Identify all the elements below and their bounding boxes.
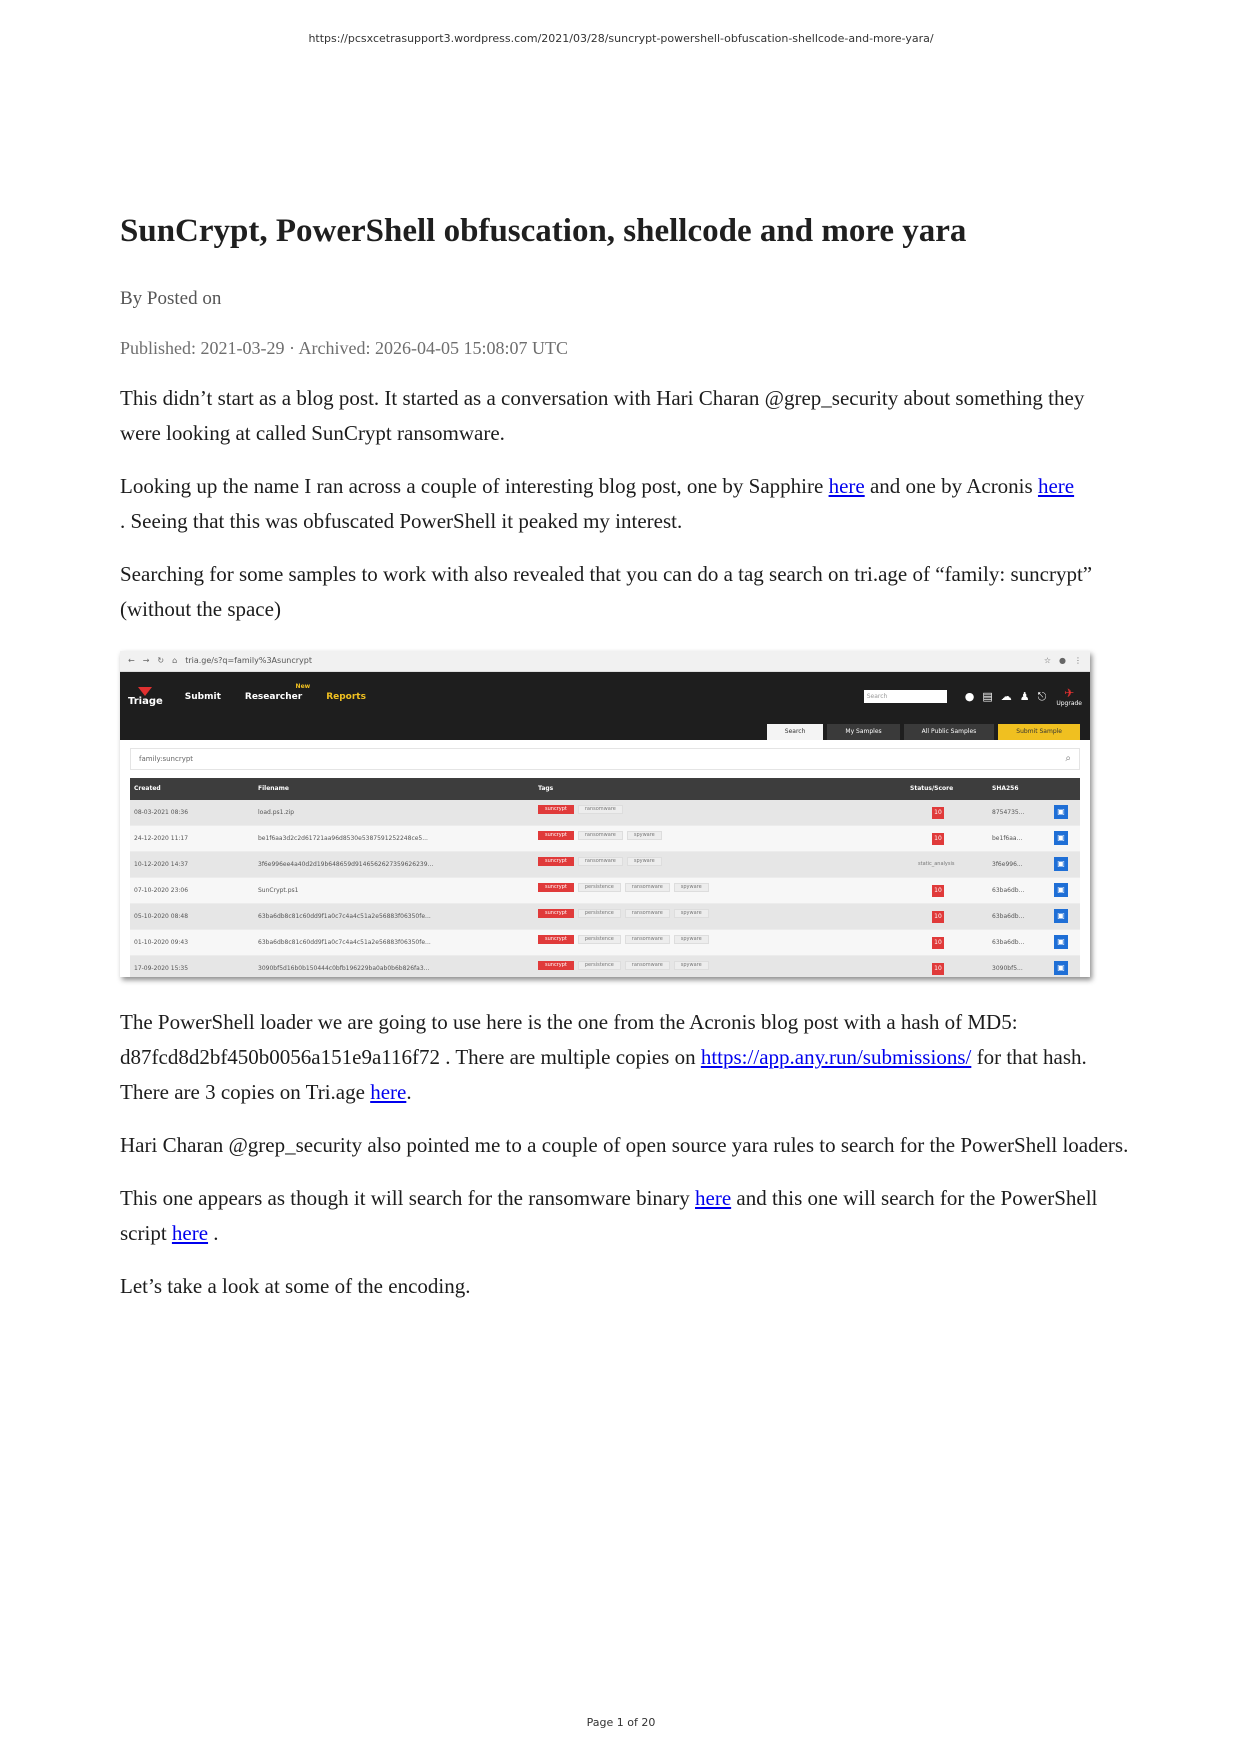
table-row (130, 956, 1080, 977)
tag-badge: ransomware (625, 961, 670, 970)
table-row (130, 800, 1080, 826)
tag-badge: ransomware (578, 831, 623, 840)
cell-sha256: 63ba6db... (992, 938, 1025, 946)
tag-badge: suncrypt (538, 857, 574, 866)
cell-created: 17-09-2020 15:35 (134, 964, 189, 972)
download-icon: ▣ (1054, 831, 1068, 845)
cell-created: 24-12-2020 11:17 (134, 834, 189, 842)
download-icon: ▣ (1054, 883, 1068, 897)
rocket-icon: ✈ (1064, 686, 1075, 701)
tab-all-public-samples: All Public Samples (904, 724, 995, 740)
cell-tags (538, 831, 662, 840)
nav-researcher-label: Researcher (244, 691, 303, 702)
triage-tabs (120, 722, 1090, 740)
user-icon: ♟ (1019, 690, 1030, 704)
search-icon: ⌕ (1065, 752, 1071, 764)
logout-icon: ⎋ (1037, 689, 1047, 703)
download-icon: ▣ (1054, 805, 1068, 819)
document-icon: ▤ (982, 690, 993, 704)
cell-filename: 63ba6db8c81c60dd9f1a0c7c4a4c51a2e56883f06350fe... (258, 912, 431, 920)
triage-logo-icon (138, 687, 152, 696)
col-tags: Tags (538, 784, 554, 792)
p4-text-a: The PowerShell loader we are going to use here is the one from the Acronis blog post with a hash of MD5: d87fcd8d2bf450b0056a151e9a116f72 . There are multiple copies on (120, 1009, 1018, 1069)
triage-query-field (130, 748, 1080, 770)
back-icon: ← (128, 656, 135, 666)
tag-badge: spyware (674, 883, 709, 892)
home-icon: ⌂ (172, 656, 178, 666)
cell-created: 08-03-2021 08:36 (134, 808, 189, 816)
tag-badge: spyware (674, 961, 709, 970)
tag-badge: ransomware (625, 883, 670, 892)
cell-tags (538, 805, 623, 814)
cell-filename: 3f6e996ee4a40d2d19b648659d9146562627359626239... (258, 860, 434, 868)
cell-tags (538, 883, 709, 892)
cell-filename: 3090bf5d16b0b150444c0bfb196229ba0ab0b6b826fa3... (258, 964, 430, 972)
tag-badge: ransomware (625, 909, 670, 918)
star-icon: ☆ (1043, 656, 1052, 666)
tag-badge: spyware (674, 909, 709, 918)
tag-badge: spyware (627, 831, 662, 840)
anyrun-link[interactable]: https://app.any.run/submissions/ (700, 1044, 972, 1069)
score-badge: 10 (932, 885, 944, 897)
download-icon: ▣ (1054, 961, 1068, 975)
tag-badge: persistence (578, 961, 621, 970)
paragraph-5: Hari Charan @grep_security also pointed me to a couple of open source yara rules to search for the PowerShell loaders. (120, 1132, 1129, 1157)
p4-text-c: . (406, 1079, 412, 1104)
upgrade-button (1056, 686, 1082, 707)
sapphire-link[interactable]: here (828, 473, 865, 498)
results-table (130, 778, 1080, 977)
page-url: https://pcsxcetrasupport3.wordpress.com/2021/03/28/suncrypt-powershell-obfuscation-shellcode-and-more-yara/ (308, 32, 934, 45)
acronis-link[interactable]: here (1037, 473, 1075, 498)
byline: By Posted on (120, 287, 222, 309)
p4-text-b: for that hash. There are 3 copies on Tri.age (120, 1044, 1087, 1104)
triage-appbar (120, 672, 1090, 722)
yara-script-link[interactable]: here (171, 1220, 209, 1245)
published-date: Published: 2021-03-29 · Archived: 2026-04-05 15:08:07 UTC (120, 337, 568, 358)
tag-badge: persistence (578, 883, 621, 892)
table-row (130, 904, 1080, 930)
address-bar: tria.ge/s?q=family%3Asuncrypt (185, 656, 312, 666)
cell-filename: 63ba6db8c81c60dd9f1a0c7c4a4c51a2e56883f06350fe... (258, 938, 431, 946)
download-icon: ▣ (1054, 909, 1068, 923)
p6-text-c: . (208, 1220, 219, 1245)
cell-tags (538, 935, 709, 944)
tab-submit-sample: Submit Sample (998, 724, 1080, 740)
tag-badge: suncrypt (538, 961, 574, 970)
tag-badge: suncrypt (538, 883, 574, 892)
paragraph-6 (120, 1181, 1130, 1251)
tag-badge: spyware (627, 857, 662, 866)
triage-link[interactable]: here (370, 1079, 407, 1104)
profile-icon: ● (1059, 656, 1066, 666)
p6-text-b: and this one will search for the PowerShell script (120, 1185, 1098, 1245)
score-badge: 10 (932, 833, 944, 845)
paragraph-2 (120, 469, 1130, 539)
tag-badge: persistence (578, 909, 621, 918)
cell-filename: be1f6aa3d2c2d61721aa96d8530e5387591252248ce5... (258, 834, 428, 842)
table-header (130, 778, 1080, 800)
reload-icon: ↻ (157, 656, 165, 666)
p6-text-a: This one appears as though it will search for the ransomware binary (120, 1185, 695, 1210)
paragraph-1: This didn’t start as a blog post. It started as a conversation with Hari Charan @grep_security about something they were looking at called SunCrypt ransomware. (120, 385, 1085, 445)
cell-filename: load.ps1.zip (258, 808, 295, 816)
cell-sha256: 3090bf5... (992, 964, 1023, 972)
cell-sha256: 8754735... (992, 808, 1025, 816)
score-badge: 10 (932, 911, 944, 923)
cell-created: 07-10-2020 23:06 (134, 886, 189, 894)
tag-badge: suncrypt (538, 831, 574, 840)
forward-icon: → (142, 656, 150, 666)
score-badge: 10 (932, 963, 944, 975)
col-status-score: Status/Score (910, 784, 954, 792)
cell-sha256: be1f6aa... (992, 834, 1023, 842)
page-footer: Page 1 of 20 (586, 1716, 656, 1729)
p2-text-a: Looking up the name I ran across a couple of interesting blog post, one by Sapphire (120, 473, 829, 498)
col-created: Created (134, 784, 161, 792)
cell-sha256: 3f6e996... (992, 860, 1023, 868)
table-row (130, 826, 1080, 852)
score-badge: 10 (932, 807, 944, 819)
cell-created: 01-10-2020 09:43 (134, 938, 189, 946)
tab-my-samples: My Samples (827, 724, 899, 740)
tag-badge: spyware (674, 935, 709, 944)
paragraph-7: Let’s take a look at some of the encoding. (120, 1273, 471, 1298)
table-row (130, 878, 1080, 904)
tag-badge: persistence (578, 935, 621, 944)
tag-badge: suncrypt (538, 805, 574, 814)
cell-tags (538, 961, 709, 970)
cell-sha256: 63ba6db... (992, 886, 1025, 894)
article (120, 212, 1130, 1304)
nav-submit: Submit (184, 691, 221, 702)
paragraph-3: Searching for some samples to work with also revealed that you can do a tag search on tri.age of “family: suncrypt” (without the space) (120, 561, 1093, 621)
table-row (130, 930, 1080, 956)
p2-text-c: . Seeing that this was obfuscated PowerShell it peaked my interest. (120, 508, 683, 533)
chat-icon: ● (964, 690, 975, 704)
page-title: SunCrypt, PowerShell obfuscation, shellcode and more yara (120, 213, 967, 249)
status-text: static_analysis (918, 860, 955, 867)
download-icon: ▣ (1054, 935, 1068, 949)
cloud-icon: ☁ (1000, 690, 1012, 704)
cell-tags (538, 857, 662, 866)
tag-badge: suncrypt (538, 909, 574, 918)
table-body (130, 800, 1080, 977)
triage-screenshot (120, 651, 1090, 977)
tag-badge: ransomware (578, 805, 623, 814)
score-badge: 10 (932, 937, 944, 949)
tag-badge: ransomware (578, 857, 623, 866)
tag-badge: ransomware (625, 935, 670, 944)
table-row (130, 852, 1080, 878)
triage-logo-text: Triage (128, 695, 163, 707)
menu-icon: ⋮ (1074, 656, 1082, 666)
cell-sha256: 63ba6db... (992, 912, 1025, 920)
triage-search-box: Search (864, 690, 947, 703)
cell-tags (538, 909, 709, 918)
upgrade-label: Upgrade (1056, 700, 1082, 708)
col-filename: Filename (258, 784, 289, 792)
cell-created: 05-10-2020 08:48 (134, 912, 189, 920)
download-icon: ▣ (1054, 857, 1068, 871)
query-text: family:suncrypt (139, 754, 194, 763)
triage-logo (128, 687, 163, 707)
tag-badge: suncrypt (538, 935, 574, 944)
nav-reports: Reports (326, 691, 366, 702)
new-badge: New (295, 682, 311, 690)
paragraph-4 (120, 1005, 1130, 1110)
yara-binary-link[interactable]: here (695, 1185, 732, 1210)
cell-filename: SunCrypt.ps1 (258, 886, 299, 894)
tab-search: Search (767, 724, 824, 740)
browser-toolbar (120, 651, 1090, 672)
nav-researcher (244, 682, 311, 702)
col-sha256: SHA256 (992, 784, 1019, 792)
cell-created: 10-12-2020 14:37 (134, 860, 189, 868)
p2-text-b: and one by Acronis (864, 473, 1038, 498)
